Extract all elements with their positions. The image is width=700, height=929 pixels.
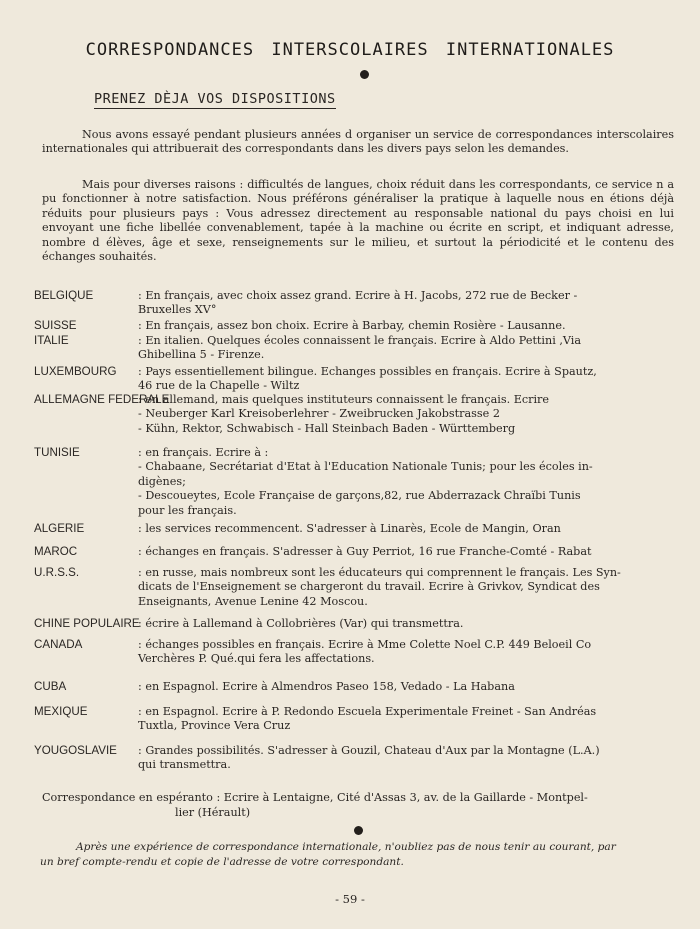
entry-text <box>138 334 672 363</box>
intro-paragraph-1: Nous avons essayé pendant plusieurs années d organiser un service de correspondances interscolaires internationales qui attribuerait des correspondants dans les divers pays selon les demandes. <box>42 128 674 156</box>
country-label: BELGIQUE <box>34 289 94 302</box>
page-number: - 59 - <box>335 892 365 906</box>
country-label: CANADA <box>34 638 83 651</box>
entry-line: - Kühn, Rektor, Schwabisch - Hall Steinbach Baden - Württemberg <box>138 421 516 435</box>
entry-line: : en Espagnol. Ecrire à P. Redondo Escuela Experimentale Freinet - San Andréas <box>138 705 597 718</box>
esperanto-note <box>42 790 672 820</box>
country-label: CUBA <box>34 680 67 693</box>
entry-text <box>138 319 672 333</box>
entry-text <box>138 638 672 667</box>
entry-line: qui transmettra. <box>138 758 231 772</box>
entry-line: : Grandes possibilités. S'adresser à Gouzil, Chateau d'Aux par la Montagne (L.A.) <box>138 744 600 757</box>
entry-text <box>138 446 672 518</box>
bullet-dot-top <box>360 70 369 79</box>
entry-line: : échanges en français. S'adresser à Guy Perriot, 16 rue Franche-Comté - Rabat <box>138 545 592 558</box>
entry-text <box>138 365 672 394</box>
entry-text <box>138 545 672 559</box>
entry-text <box>138 680 672 694</box>
country-label: YOUGOSLAVIE <box>34 744 117 757</box>
country-label: SUISSE <box>34 319 77 332</box>
country-label: ITALIE <box>34 334 69 347</box>
entry-line: : en russe, mais nombreux sont les éducateurs qui comprennent le français. Les Syn- <box>138 566 621 579</box>
country-label: TUNISIE <box>34 446 80 459</box>
entry-line: : En français, assez bon choix. Ecrire à Barbay, chemin Rosière - Lausanne. <box>138 319 566 332</box>
section-subtitle: PRENEZ DÈJA VOS DISPOSITIONS <box>94 91 336 107</box>
entry-text <box>138 393 672 436</box>
entry-text <box>138 744 672 773</box>
entry-line: - Descoueytes, Ecole Française de garçons,82, rue Abderrazack Chraïbi Tunis <box>138 489 581 503</box>
entry-line: 46 rue de la Chapelle - Wiltz <box>138 379 300 393</box>
intro-paragraph-2: Mais pour diverses raisons : difficultés de langues, choix réduit dans les correspondants, ce service n a pu fonctionner à notre satisfaction. Nous préférons généraliser la pratique à laquelle nous en étions déjà réduits pour plusieurs pays : Vous adressez directement au responsable national du pays choisi en lui envoyant une fiche libellée convenablement, tapée à la machine ou écrite en script, et indiquant adresse, nombre d élèves, âge et sexe, renseignements sur le milieu, et surtout la périodicité et le contenu des échanges souhaités. <box>42 178 674 264</box>
entry-text <box>138 566 672 609</box>
entry-line: : en Espagnol. Ecrire à Almendros Paseo 158, Vedado - La Habana <box>138 680 515 693</box>
entry-line: : en français. Ecrire à : <box>138 446 269 459</box>
entry-line: : Pays essentiellement bilingue. Echanges possibles en français. Ecrire à Spautz, <box>138 365 597 378</box>
closing-line-1: Après une expérience de correspondance internationale, n'oubliez pas de nous tenir au courant, par <box>76 841 616 853</box>
entry-line: : en allemand, mais quelques instituteurs connaissent le français. Ecrire <box>138 393 550 406</box>
entry-text <box>138 705 672 734</box>
entry-line: : En français, avec choix assez grand. Ecrire à H. Jacobs, 272 rue de Becker - <box>138 289 578 302</box>
entry-line: Tuxtla, Province Vera Cruz <box>138 719 291 733</box>
entry-text <box>138 617 672 631</box>
page-title: CORRESPONDANCES INTERSCOLAIRES INTERNATIONALES <box>85 40 615 60</box>
country-label: ALLEMAGNE FEDERALE <box>34 393 170 406</box>
esperanto-line-2: lier (Hérault) <box>175 806 251 819</box>
entry-text <box>138 289 672 318</box>
entry-line: : les services recommencent. S'adresser à Linarès, Ecole de Mangin, Oran <box>138 522 561 535</box>
country-label: ALGERIE <box>34 522 85 535</box>
entry-line: dicats de l'Enseignement se chargeront du travail. Ecrire à Grivkov, Syndicat des <box>138 580 600 594</box>
closing-note <box>40 840 670 870</box>
entry-line: digènes; <box>138 474 186 488</box>
esperanto-line-1: Correspondance en espéranto : Ecrire à Lentaigne, Cité d'Assas 3, av. de la Gaillarde - Montpel- <box>42 791 588 804</box>
country-label: U.R.S.S. <box>34 566 80 579</box>
entry-line: Verchères P. Qué.qui fera les affectations. <box>138 652 375 666</box>
entry-line: - Neuberger Karl Kreisoberlehrer - Zweibrucken Jakobstrasse 2 <box>138 407 500 421</box>
entry-line: pour les français. <box>138 503 237 517</box>
closing-line-2: un bref compte-rendu et copie de l'adresse de votre correspondant. <box>40 856 404 868</box>
entry-text <box>138 522 672 536</box>
entry-line: Enseignants, Avenue Lenine 42 Moscou. <box>138 594 368 608</box>
country-label: MEXIQUE <box>34 705 88 718</box>
entry-line: : échanges possibles en français. Ecrire à Mme Colette Noel C.P. 449 Beloeil Co <box>138 638 592 651</box>
entry-line: - Chabaane, Secrétariat d'Etat à l'Education Nationale Tunis; pour les écoles in- <box>138 460 593 474</box>
bullet-dot-bottom <box>354 826 363 835</box>
entry-line: : En italien. Quelques écoles connaissent le français. Ecrire à Aldo Pettini ,Via <box>138 334 582 347</box>
country-label: MAROC <box>34 545 78 558</box>
entry-line: Bruxelles XV° <box>138 303 217 317</box>
country-label: CHINE POPULAIRE <box>34 617 140 630</box>
country-label: LUXEMBOURG <box>34 365 117 378</box>
entry-line: Ghibellina 5 - Firenze. <box>138 348 265 362</box>
entry-line: : écrire à Lallemand à Collobrières (Var) qui transmettra. <box>138 617 464 630</box>
